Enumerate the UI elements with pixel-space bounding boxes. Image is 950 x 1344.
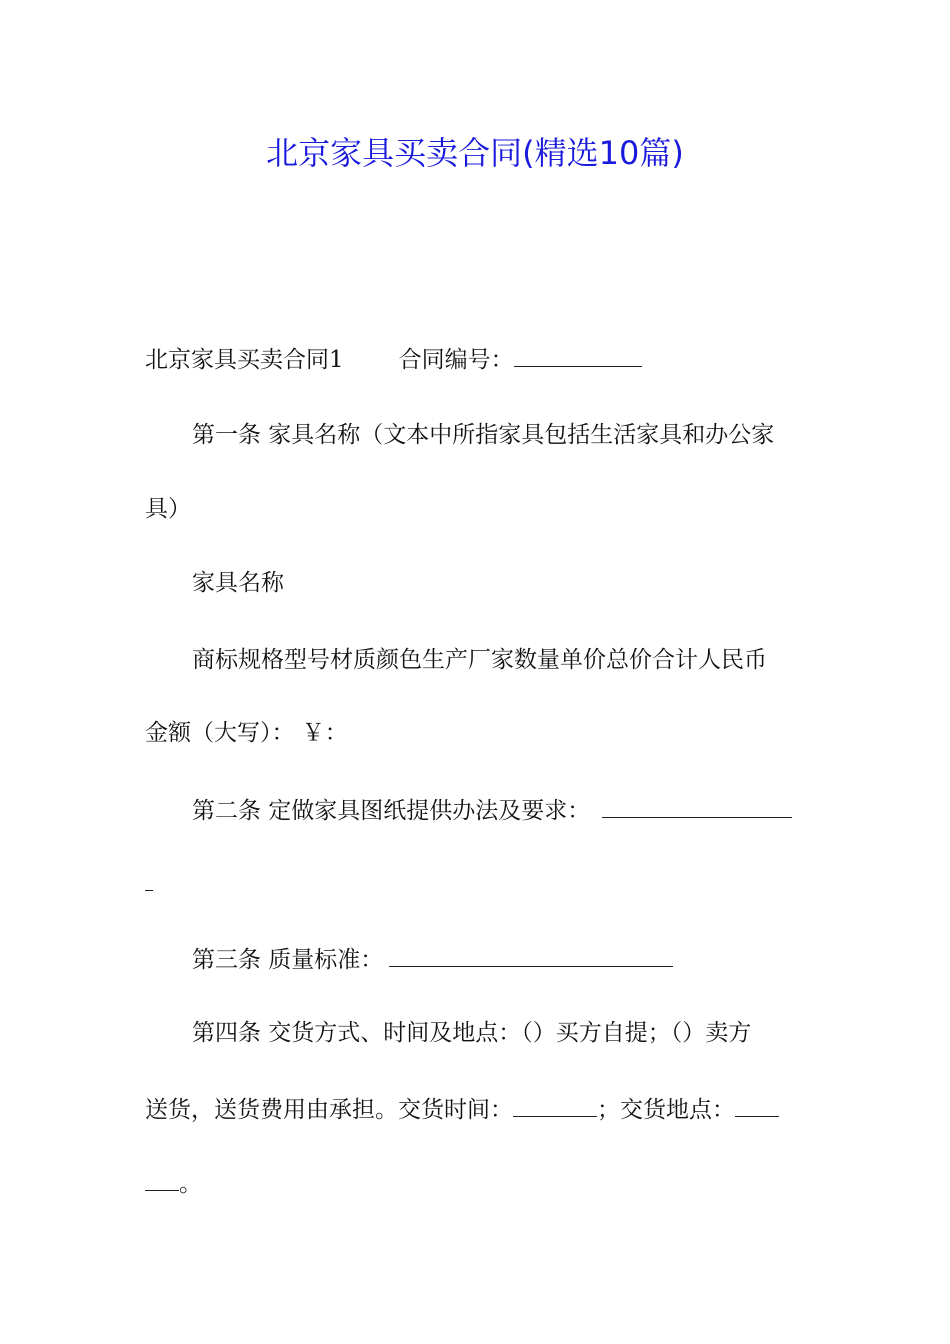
article2-line2 — [145, 868, 153, 899]
article1-line2: 具） — [145, 496, 191, 522]
contract-header: 北京家具买卖合同1 — [145, 347, 344, 373]
article3-blank — [389, 944, 673, 967]
article4-text-a: 送货，送货费用由承担。交货时间： — [145, 1097, 513, 1123]
article2-blank-cont — [145, 868, 153, 891]
delivery-place-blank-cont — [145, 1168, 179, 1191]
article2-blank — [602, 795, 792, 818]
article4-text-b: ；交货地点： — [597, 1097, 735, 1123]
article3-text: 第三条 质量标准： — [192, 947, 384, 973]
amount-line: 金额（大写）： ￥： — [145, 720, 348, 746]
furniture-name-label: 家具名称 — [192, 570, 284, 596]
delivery-place-blank — [735, 1094, 779, 1117]
article4-end: 。 — [179, 1171, 202, 1197]
article3-line — [192, 944, 673, 975]
article2-text: 第二条 定做家具图纸提供办法及要求： — [192, 798, 591, 824]
article1-line1: 第一条 家具名称（文本中所指家具包括生活家具和办公家 — [192, 422, 775, 448]
article4-line3 — [145, 1168, 202, 1199]
contract-no-label: 合同编号： — [398, 347, 514, 373]
document-title: 北京家具买卖合同(精选10篇) — [266, 134, 684, 172]
contract-header-line — [145, 344, 642, 375]
contract-no-blank — [514, 344, 642, 367]
delivery-time-blank — [513, 1094, 597, 1117]
columns-line: 商标规格型号材质颜色生产厂家数量单价总价合计人民币 — [192, 647, 767, 673]
article4-line1: 第四条 交货方式、时间及地点：（）买方自提；（）卖方 — [192, 1020, 752, 1046]
article4-line2 — [145, 1094, 779, 1125]
article2-line — [192, 795, 792, 826]
